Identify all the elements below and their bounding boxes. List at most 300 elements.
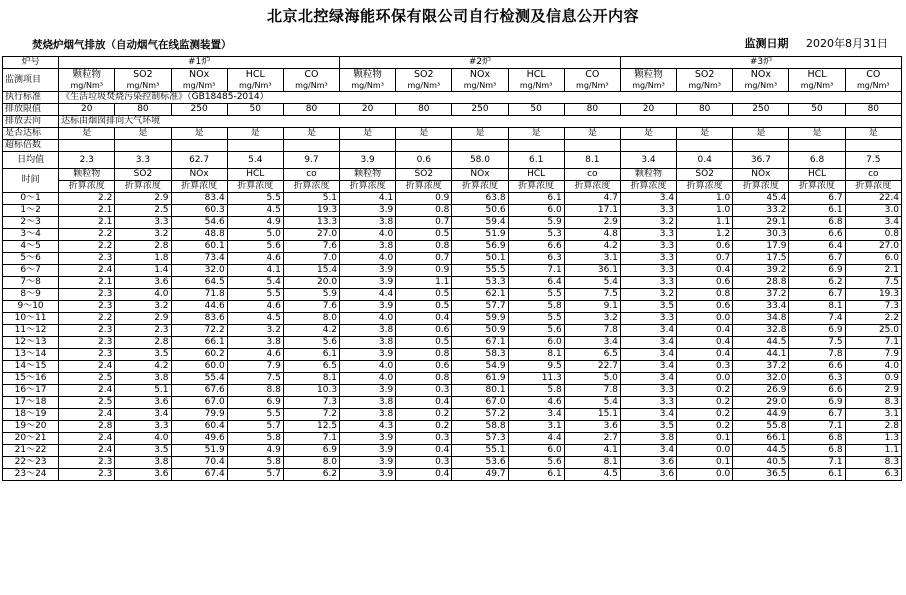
table-row (3, 205, 902, 217)
hour-value: 7.8 (564, 385, 620, 397)
pollutant-subheader: co (283, 169, 339, 181)
hour-value: 15.4 (283, 265, 339, 277)
pollutant-subheader: co (564, 169, 620, 181)
hour-value: 7.6 (283, 301, 339, 313)
hour-value: 2.7 (564, 433, 620, 445)
hour-value: 6.1 (508, 193, 564, 205)
hour-value: 3.6 (115, 469, 171, 481)
hour-value: 4.5 (227, 205, 283, 217)
pollutant-unit: mg/Nm³ (70, 81, 104, 90)
hour-value: 3.4 (115, 409, 171, 421)
hour-value: 80.1 (452, 385, 508, 397)
hour-value: 60.4 (171, 421, 227, 433)
hour-label: 9～10 (3, 301, 59, 313)
hour-value: 2.3 (59, 301, 115, 313)
table-row (3, 92, 902, 104)
hour-value: 27.0 (283, 229, 339, 241)
limit-value: 50 (789, 104, 845, 116)
hour-value: 3.8 (340, 397, 396, 409)
hour-value: 53.6 (452, 457, 508, 469)
hour-value: 3.3 (620, 229, 676, 241)
hour-value: 0.2 (396, 421, 452, 433)
hour-value: 3.2 (115, 229, 171, 241)
hour-value: 5.8 (227, 457, 283, 469)
page-title: 北京北控绿海能环保有限公司自行检测及信息公开内容 (266, 7, 639, 25)
hour-value: 1.4 (115, 265, 171, 277)
hour-value: 27.0 (845, 241, 901, 253)
hour-value: 4.0 (340, 253, 396, 265)
hour-value: 6.8 (789, 445, 845, 457)
hour-value: 0.8 (845, 229, 901, 241)
hour-value: 0.4 (677, 265, 733, 277)
hour-value: 67.0 (171, 397, 227, 409)
hour-value: 5.6 (508, 325, 564, 337)
hour-value: 29.0 (733, 397, 789, 409)
daily-avg-value: 8.1 (564, 152, 620, 169)
hour-value: 6.6 (789, 229, 845, 241)
compliant-value: 是 (115, 128, 171, 140)
hour-value: 3.1 (564, 253, 620, 265)
hour-value: 57.3 (452, 433, 508, 445)
hour-value: 0.6 (677, 277, 733, 289)
pollutant-header (452, 69, 508, 92)
hour-value: 2.2 (59, 193, 115, 205)
hour-label: 7～8 (3, 277, 59, 289)
pollutant-unit: mg/Nm³ (351, 81, 384, 90)
table-row (3, 217, 902, 229)
hour-value: 83.6 (171, 313, 227, 325)
exceed-value (283, 140, 339, 152)
monitoring-date (745, 35, 889, 51)
pollutant-subheader: SO2 (396, 169, 452, 181)
table-row (3, 385, 902, 397)
hour-value: 0.4 (677, 349, 733, 361)
date-label: 监测日期 (744, 37, 789, 50)
hour-value: 4.9 (227, 445, 283, 457)
hour-value: 6.3 (845, 469, 901, 481)
table-row (3, 313, 902, 325)
hour-value: 3.9 (340, 385, 396, 397)
furnace-label: 炉号 (3, 57, 59, 69)
hour-value: 79.9 (171, 409, 227, 421)
hour-value: 2.2 (59, 313, 115, 325)
hour-value: 2.4 (59, 433, 115, 445)
pollutant-name: 颗粒物 (72, 69, 102, 80)
compliant-value: 是 (59, 128, 115, 140)
hour-value: 2.2 (59, 229, 115, 241)
hour-value: 7.3 (845, 301, 901, 313)
hour-value: 0.9 (396, 265, 452, 277)
hour-value: 2.4 (59, 385, 115, 397)
hour-value: 4.4 (508, 433, 564, 445)
compliant-value: 是 (283, 128, 339, 140)
hour-value: 3.6 (620, 469, 676, 481)
hour-value: 2.3 (59, 289, 115, 301)
hour-value: 57.2 (452, 409, 508, 421)
hour-value: 1.8 (115, 253, 171, 265)
hour-value: 55.8 (733, 421, 789, 433)
hour-value: 7.8 (564, 325, 620, 337)
hour-value: 5.0 (564, 373, 620, 385)
hour-value: 6.3 (789, 373, 845, 385)
hour-value: 3.3 (620, 313, 676, 325)
hour-value: 36.5 (733, 469, 789, 481)
hour-value: 63.8 (452, 193, 508, 205)
hour-value: 3.3 (115, 421, 171, 433)
hour-value: 4.0 (340, 373, 396, 385)
hour-value: 72.2 (171, 325, 227, 337)
hour-value: 3.8 (340, 241, 396, 253)
hour-value: 4.9 (227, 217, 283, 229)
hour-value: 44.1 (733, 349, 789, 361)
hour-value: 7.8 (789, 349, 845, 361)
hour-value: 6.1 (789, 205, 845, 217)
hour-value: 0.8 (396, 373, 452, 385)
hour-label: 23～24 (3, 469, 59, 481)
hour-label: 21～22 (3, 445, 59, 457)
hour-value: 6.0 (508, 445, 564, 457)
hour-value: 1.0 (677, 205, 733, 217)
hour-value: 3.2 (620, 217, 676, 229)
hour-value: 3.6 (564, 421, 620, 433)
pollutant-unit: mg/Nm³ (238, 81, 272, 90)
converted-label: 折算浓度 (115, 181, 171, 193)
hour-value: 2.1 (59, 277, 115, 289)
hour-value: 3.2 (227, 325, 283, 337)
hour-value: 0.4 (677, 337, 733, 349)
hour-value: 5.3 (508, 229, 564, 241)
hour-value: 3.8 (115, 373, 171, 385)
hour-value: 34.8 (733, 313, 789, 325)
hour-value: 4.7 (564, 193, 620, 205)
hour-value: 1.1 (677, 217, 733, 229)
daily-avg-value: 3.4 (620, 152, 676, 169)
hour-value: 2.3 (59, 349, 115, 361)
hour-value: 6.0 (845, 253, 901, 265)
hour-value: 9.1 (564, 301, 620, 313)
table-row (3, 469, 902, 481)
pollutant-header (171, 69, 227, 92)
hour-value: 49.6 (171, 433, 227, 445)
compliant-value: 是 (620, 128, 676, 140)
hour-value: 1.0 (677, 193, 733, 205)
hour-value: 4.2 (564, 241, 620, 253)
hour-value: 5.1 (115, 385, 171, 397)
hour-value: 3.9 (340, 433, 396, 445)
hour-value: 3.3 (620, 397, 676, 409)
hour-value: 2.5 (59, 397, 115, 409)
hour-value: 6.9 (227, 397, 283, 409)
hour-value: 59.4 (452, 217, 508, 229)
hour-value: 2.3 (59, 469, 115, 481)
hour-value: 6.9 (789, 325, 845, 337)
hour-value: 3.3 (620, 385, 676, 397)
hour-label: 14～15 (3, 361, 59, 373)
hour-value: 7.4 (789, 313, 845, 325)
hour-value: 67.0 (452, 397, 508, 409)
hour-value: 0.5 (396, 337, 452, 349)
hour-value: 7.6 (283, 241, 339, 253)
pollutant-subheader: NOx (171, 169, 227, 181)
hour-value: 3.4 (845, 217, 901, 229)
pollutant-subheader: HCL (508, 169, 564, 181)
hour-value: 6.4 (789, 241, 845, 253)
hour-value: 6.0 (508, 337, 564, 349)
hour-value: 2.3 (59, 457, 115, 469)
hour-value: 3.2 (620, 289, 676, 301)
hour-value: 66.1 (171, 337, 227, 349)
pollutant-unit: mg/Nm³ (126, 81, 160, 90)
pollutant-header (845, 69, 901, 92)
hour-value: 3.9 (340, 205, 396, 217)
hour-label: 2～3 (3, 217, 59, 229)
compliant-value: 是 (564, 128, 620, 140)
pollutant-unit: mg/Nm³ (632, 81, 665, 90)
table-row (3, 181, 902, 193)
hour-value: 2.3 (59, 253, 115, 265)
hour-value: 60.0 (171, 361, 227, 373)
limit-value: 20 (620, 104, 676, 116)
hour-value: 4.5 (227, 313, 283, 325)
hour-value: 0.0 (677, 373, 733, 385)
hour-value: 32.8 (733, 325, 789, 337)
hour-value: 0.0 (677, 445, 733, 457)
table-row (3, 409, 902, 421)
pollutant-header (733, 69, 789, 92)
hour-value: 8.1 (789, 301, 845, 313)
hour-value: 0.7 (677, 253, 733, 265)
hour-value: 3.3 (115, 217, 171, 229)
hour-value: 62.1 (452, 289, 508, 301)
hour-value: 4.2 (115, 361, 171, 373)
hour-value: 7.1 (845, 337, 901, 349)
hour-label: 12～13 (3, 337, 59, 349)
compliant-value: 是 (227, 128, 283, 140)
converted-label: 折算浓度 (59, 181, 115, 193)
hour-value: 7.1 (508, 265, 564, 277)
hour-value: 17.5 (733, 253, 789, 265)
hour-value: 5.0 (227, 229, 283, 241)
hour-value: 67.4 (171, 469, 227, 481)
hour-value: 6.3 (508, 253, 564, 265)
hour-label: 11～12 (3, 325, 59, 337)
hour-value: 22.7 (564, 361, 620, 373)
hour-value: 3.2 (564, 313, 620, 325)
hour-value: 4.8 (564, 229, 620, 241)
hour-value: 3.6 (620, 457, 676, 469)
limit-value: 20 (340, 104, 396, 116)
hour-value: 6.1 (508, 469, 564, 481)
hour-value: 6.5 (283, 361, 339, 373)
hour-value: 5.8 (508, 301, 564, 313)
hour-value: 2.8 (115, 337, 171, 349)
exceed-value (845, 140, 901, 152)
hour-value: 3.4 (620, 445, 676, 457)
compliant-value: 是 (789, 128, 845, 140)
hour-value: 0.3 (396, 385, 452, 397)
hour-value: 5.5 (508, 289, 564, 301)
hour-label: 17～18 (3, 397, 59, 409)
exceed-value (564, 140, 620, 152)
hour-label: 18～19 (3, 409, 59, 421)
pollutant-header (564, 69, 620, 92)
table-row (3, 433, 902, 445)
pollutant-unit: mg/Nm³ (744, 81, 778, 90)
hour-value: 0.4 (396, 445, 452, 457)
hour-value: 56.9 (452, 241, 508, 253)
hour-value: 7.3 (283, 397, 339, 409)
table-row (3, 457, 902, 469)
hour-value: 5.1 (283, 193, 339, 205)
hour-value: 3.1 (508, 421, 564, 433)
hour-value: 32.0 (171, 265, 227, 277)
hour-value: 0.6 (677, 241, 733, 253)
hour-value: 5.8 (508, 385, 564, 397)
hour-value: 0.6 (396, 361, 452, 373)
hour-value: 3.4 (620, 337, 676, 349)
hour-value: 3.3 (620, 241, 676, 253)
hour-value: 5.5 (227, 193, 283, 205)
hour-value: 3.4 (620, 373, 676, 385)
standard-label: 执行标准 (3, 92, 59, 104)
hour-value: 3.4 (620, 325, 676, 337)
hour-value: 7.2 (283, 409, 339, 421)
hour-value: 7.1 (789, 457, 845, 469)
daily-avg-value: 7.5 (845, 152, 901, 169)
converted-label: 折算浓度 (171, 181, 227, 193)
daily-avg-value: 3.9 (340, 152, 396, 169)
hour-value: 2.4 (59, 409, 115, 421)
hour-value: 59.9 (452, 313, 508, 325)
hour-value: 0.1 (677, 457, 733, 469)
hour-value: 55.1 (452, 445, 508, 457)
hour-value: 0.2 (396, 409, 452, 421)
hour-value: 55.5 (452, 265, 508, 277)
hour-value: 4.6 (227, 349, 283, 361)
hour-value: 0.7 (396, 217, 452, 229)
hour-value: 2.2 (845, 313, 901, 325)
hour-value: 5.7 (227, 469, 283, 481)
table-row (3, 373, 902, 385)
hour-value: 3.4 (620, 193, 676, 205)
hour-value: 19.3 (283, 205, 339, 217)
hour-value: 61.9 (452, 373, 508, 385)
hour-value: 3.9 (340, 265, 396, 277)
hour-value: 7.9 (227, 361, 283, 373)
daily-avg-value: 0.6 (396, 152, 452, 169)
converted-label: 折算浓度 (283, 181, 339, 193)
hour-value: 4.3 (340, 421, 396, 433)
hour-value: 0.1 (677, 433, 733, 445)
pollutant-name: CO (866, 69, 881, 80)
hour-value: 58.3 (452, 349, 508, 361)
hour-value: 4.0 (340, 229, 396, 241)
hour-value: 7.5 (227, 373, 283, 385)
compliant-value: 是 (396, 128, 452, 140)
hour-value: 3.4 (620, 349, 676, 361)
hour-value: 3.4 (508, 409, 564, 421)
hour-label: 10～11 (3, 313, 59, 325)
pollutant-header (115, 69, 171, 92)
hour-value: 3.9 (340, 349, 396, 361)
hour-value: 44.6 (171, 301, 227, 313)
hour-value: 6.7 (789, 253, 845, 265)
daily-avg-label: 日均值 (3, 152, 59, 169)
hour-value: 28.8 (733, 277, 789, 289)
hour-value: 6.6 (508, 241, 564, 253)
hour-value: 57.7 (452, 301, 508, 313)
hour-value: 7.9 (845, 349, 901, 361)
hour-value: 45.4 (733, 193, 789, 205)
pollutant-subheader: NOx (452, 169, 508, 181)
hour-value: 67.1 (452, 337, 508, 349)
hour-value: 26.9 (733, 385, 789, 397)
pollutant-name: CO (585, 69, 600, 80)
table-row (3, 193, 902, 205)
pollutant-name: SO2 (414, 69, 434, 80)
converted-label: 折算浓度 (733, 181, 789, 193)
table-row (3, 397, 902, 409)
hour-value: 6.1 (283, 349, 339, 361)
hour-value: 4.6 (508, 397, 564, 409)
converted-label: 折算浓度 (677, 181, 733, 193)
hour-value: 20.0 (283, 277, 339, 289)
pollutant-header (789, 69, 845, 92)
hour-value: 3.9 (340, 301, 396, 313)
hour-value: 66.1 (733, 433, 789, 445)
hour-label: 20～21 (3, 433, 59, 445)
pollutant-name: NOx (188, 69, 210, 80)
converted-label: 折算浓度 (340, 181, 396, 193)
hour-value: 73.4 (171, 253, 227, 265)
hour-value: 6.4 (508, 277, 564, 289)
hour-value: 2.4 (59, 445, 115, 457)
limit-value: 50 (227, 104, 283, 116)
hour-value: 54.6 (171, 217, 227, 229)
table-row (3, 265, 902, 277)
hour-value: 1.2 (677, 229, 733, 241)
limit-value: 80 (564, 104, 620, 116)
pollutant-name: SO2 (133, 69, 153, 80)
hour-value: 6.9 (789, 397, 845, 409)
hour-value: 8.0 (283, 313, 339, 325)
converted-label: 折算浓度 (845, 181, 901, 193)
hour-value: 2.9 (115, 313, 171, 325)
compliant-value: 是 (845, 128, 901, 140)
table-row (3, 128, 902, 140)
hour-value: 60.1 (171, 241, 227, 253)
table-row (3, 289, 902, 301)
hour-value: 7.5 (789, 337, 845, 349)
hour-value: 3.8 (620, 433, 676, 445)
hour-value: 10.3 (283, 385, 339, 397)
exceed-value (59, 140, 115, 152)
table-row (3, 277, 902, 289)
compliant-value: 是 (733, 128, 789, 140)
hour-value: 11.3 (508, 373, 564, 385)
hour-value: 3.9 (340, 469, 396, 481)
hour-value: 5.9 (283, 289, 339, 301)
hour-value: 6.7 (789, 289, 845, 301)
hour-value: 1.1 (845, 445, 901, 457)
hour-value: 50.9 (452, 325, 508, 337)
compliant-value: 是 (508, 128, 564, 140)
hour-value: 36.1 (564, 265, 620, 277)
hour-label: 15～16 (3, 373, 59, 385)
hour-value: 15.1 (564, 409, 620, 421)
hour-value: 6.2 (283, 469, 339, 481)
hour-value: 7.0 (283, 253, 339, 265)
